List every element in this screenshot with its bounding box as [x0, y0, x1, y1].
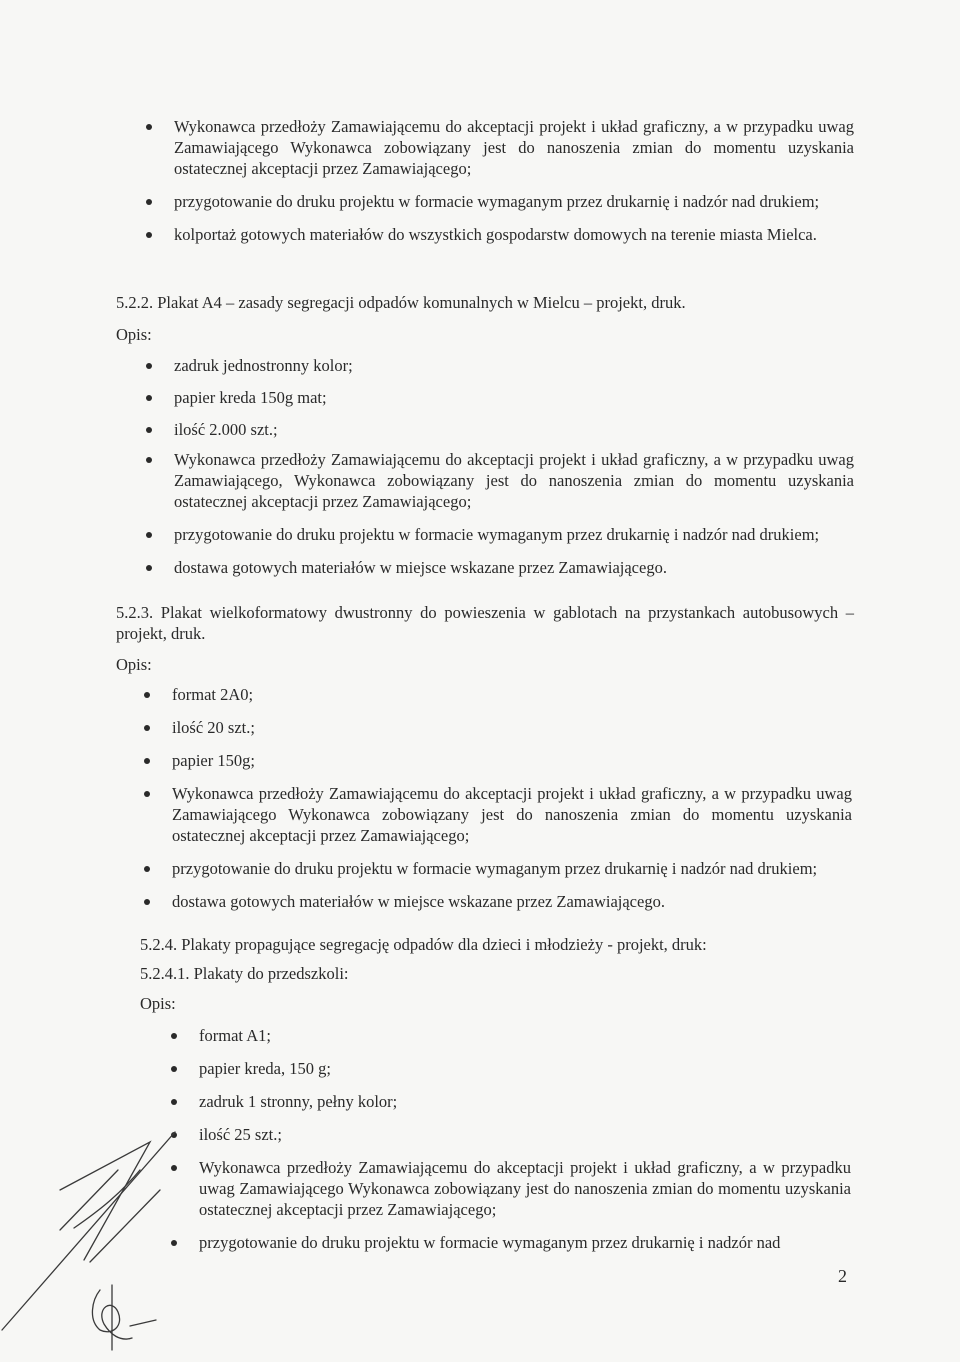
bullet-list-3 — [172, 684, 852, 924]
opis-label: Opis: — [140, 994, 176, 1013]
list-item: Wykonawca przedłoży Zamawiającemu do akceptacji projekt i układ graficzny, a w przypadku uwag Zamawiającego Wykonawca zobowiązany jest do nanoszenia zmian do momentu uzyskania ostatecznej akceptacji przez Zamawiającego; — [172, 784, 852, 845]
list-item: format 2A0; — [172, 684, 852, 705]
list-item: przygotowanie do druku projektu w formacie wymaganym przez drukarnię i nadzór nad — [199, 1232, 851, 1253]
list-item: ilość 25 szt.; — [199, 1124, 851, 1145]
list-item: przygotowanie do druku projektu w formacie wymaganym przez drukarnię i nadzór nad drukiem; — [174, 524, 854, 545]
list-item: zadruk jednostronny kolor; — [174, 355, 854, 376]
section-heading-5-2-4: 5.2.4. Plakaty propagujące segregację odpadów dla dzieci i młodzieży - projekt, druk: — [140, 935, 707, 954]
list-item: format A1; — [199, 1025, 851, 1046]
page-number: 2 — [838, 1266, 847, 1286]
list-item: dostawa gotowych materiałów w miejsce wskazane przez Zamawiającego. — [172, 891, 852, 912]
bullet-list-2 — [174, 355, 854, 590]
list-item: papier kreda 150g mat; — [174, 387, 854, 408]
list-item: zadruk 1 stronny, pełny kolor; — [199, 1091, 851, 1112]
list-item: przygotowanie do druku projektu w formacie wymaganym przez drukarnię i nadzór nad drukiem; — [172, 858, 852, 879]
bullet-list-4 — [199, 1025, 851, 1265]
list-item: przygotowanie do druku projektu w formacie wymaganym przez drukarnię i nadzór nad drukiem; — [174, 191, 854, 212]
opis-label: Opis: — [116, 655, 152, 674]
list-item: Wykonawca przedłoży Zamawiającemu do akceptacji projekt i układ graficzny, a w przypadku uwag Zamawiającego Wykonawca zobowiązany jest do nanoszenia zmian do momentu uzyskania ostatecznej akceptacji przez Zamawiającego; — [174, 117, 854, 178]
list-item: ilość 2.000 szt.; — [174, 419, 854, 440]
list-item: papier 150g; — [172, 750, 852, 771]
list-item: papier kreda, 150 g; — [199, 1058, 851, 1079]
signature-icon — [0, 1130, 200, 1362]
section-heading-5-2-2: 5.2.2. Plakat A4 – zasady segregacji odpadów komunalnych w Mielcu – projekt, druk. — [116, 293, 686, 312]
list-item: kolportaż gotowych materiałów do wszystkich gospodarstw domowych na terenie miasta Mielca. — [174, 224, 854, 245]
list-item: Wykonawca przedłoży Zamawiającemu do akceptacji projekt i układ graficzny, a w przypadku uwag Zamawiającego Wykonawca zobowiązany jest do nanoszenia zmian do momentu uzyskania ostatecznej akceptacji przez Zamawiającego; — [199, 1158, 851, 1219]
section-heading-5-2-4-1: 5.2.4.1. Plakaty do przedszkoli: — [140, 964, 349, 983]
list-item: ilość 20 szt.; — [172, 717, 852, 738]
opis-label: Opis: — [116, 325, 152, 344]
section-heading-5-2-3: 5.2.3. Plakat wielkoformatowy dwustronny do powieszenia w gablotach na przystankach autobusowych – projekt, druk. — [116, 603, 854, 643]
list-item: Wykonawca przedłoży Zamawiającemu do akceptacji projekt i układ graficzny, a w przypadku uwag Zamawiającego, Wykonawca zobowiązany jest do nanoszenia zmian do momentu uzyskania ostatecznej akceptacji przez Zamawiającego; — [174, 450, 854, 511]
bullet-list-1 — [174, 116, 854, 257]
list-item: dostawa gotowych materiałów w miejsce wskazane przez Zamawiającego. — [174, 557, 854, 578]
